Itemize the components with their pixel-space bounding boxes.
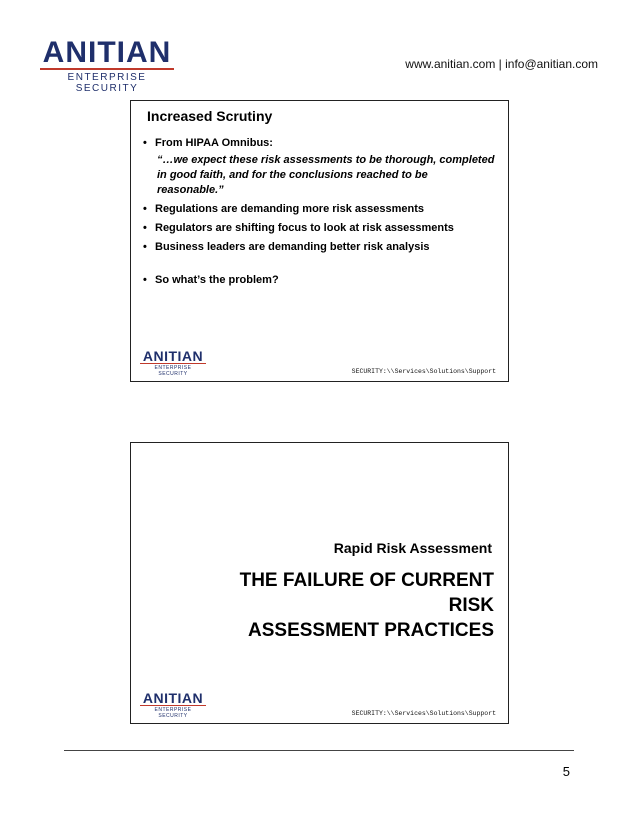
footer-divider	[64, 750, 574, 751]
logo-tagline: ENTERPRISE SECURITY	[140, 705, 206, 719]
title-line: ASSESSMENT PRACTICES	[248, 620, 494, 641]
bullet-icon: •	[143, 222, 147, 234]
slide-logo	[140, 349, 206, 377]
bullet-icon: •	[143, 203, 147, 215]
logo-brand: ANITIAN	[142, 348, 204, 364]
logo-brand: ANITIAN	[42, 36, 172, 69]
slide-title	[204, 568, 494, 643]
bullet-item	[139, 202, 498, 217]
slide-footer: SECURITY:\\Services\Solutions\Support	[351, 368, 496, 375]
quote-line: reasonable.”	[157, 184, 224, 196]
bullet-item	[139, 221, 498, 236]
slide-logo	[140, 691, 206, 719]
bullet-item	[139, 240, 498, 255]
quote-line: “…we expect these risk assessments to be thorough, completed	[157, 154, 495, 166]
bullet-item	[139, 136, 498, 151]
anitian-logo	[40, 38, 174, 94]
slide-increased-scrutiny	[130, 100, 509, 382]
logo-tagline: ENTERPRISE SECURITY	[140, 363, 206, 377]
slide-title: Increased Scrutiny	[147, 108, 273, 124]
bullet-text: Business leaders are demanding better risk analysis	[155, 241, 430, 253]
quote-line: in good faith, and for the conclusions reached to be	[157, 169, 428, 181]
bullet-text: Regulators are shifting focus to look at risk assessments	[155, 222, 454, 234]
title-line: THE FAILURE OF CURRENT RISK	[239, 570, 494, 616]
hipaa-quote	[139, 153, 498, 198]
bullet-item	[139, 273, 498, 288]
bullet-icon: •	[143, 241, 147, 253]
slide-footer: SECURITY:\\Services\Solutions\Support	[351, 710, 496, 717]
bullet-text: From HIPAA Omnibus:	[155, 137, 273, 149]
logo-tagline: ENTERPRISE SECURITY	[40, 68, 174, 94]
bullet-text: Regulations are demanding more risk assessments	[155, 203, 424, 215]
bullet-icon: •	[143, 274, 147, 286]
logo-brand: ANITIAN	[142, 690, 204, 706]
slide-failure-title	[130, 442, 509, 724]
page-number: 5	[562, 764, 570, 779]
bullet-list	[139, 136, 498, 292]
bullet-text: So what’s the problem?	[155, 274, 279, 286]
bullet-icon: •	[143, 137, 147, 149]
slide-subtitle: Rapid Risk Assessment	[333, 540, 492, 556]
contact-info: www.anitian.com | info@anitian.com	[405, 57, 598, 71]
